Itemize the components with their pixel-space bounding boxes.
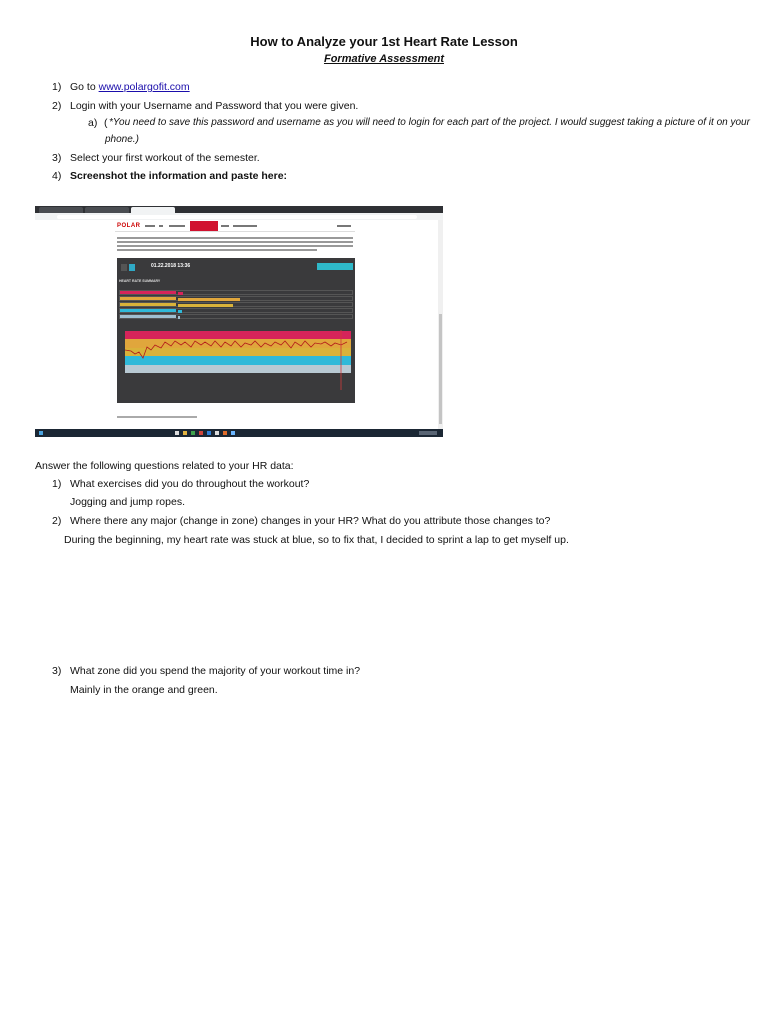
question-2 (52, 514, 551, 528)
step-4 (52, 169, 288, 183)
scrollbar-thumb (439, 314, 442, 424)
hr-line (125, 328, 351, 398)
text-line (117, 237, 353, 239)
step-2 (52, 99, 359, 113)
step-text: Go to (70, 81, 99, 93)
taskbar-icon (223, 431, 227, 435)
taskbar-icon (207, 431, 211, 435)
zone-bar (178, 310, 182, 314)
step-text: Screenshot the information and paste here: (70, 170, 288, 182)
zone-bar (178, 304, 233, 308)
question-text: What exercises did you do throughout the workout? (70, 478, 310, 490)
document-subtitle: Formative Assessment (323, 53, 445, 65)
step-number: 4) (52, 170, 62, 182)
taskbar-icon (199, 431, 203, 435)
question-text: What zone did you spend the majority of your workout time in? (70, 665, 361, 677)
zone-row (119, 296, 353, 301)
zone-bar (178, 316, 180, 320)
cyan-button (317, 263, 353, 270)
step-number: 3) (52, 152, 62, 164)
step-text: Login with your Username and Password that you were given. (70, 100, 359, 112)
question-text: Where there any major (change in zone) changes in your HR? What do you attribute those changes to? (70, 515, 551, 527)
clock-icon (419, 431, 437, 435)
nav-item (221, 225, 229, 227)
answer-2: During the beginning, my heart rate was stuck at blue, so to fix that, I decided to sprint a lap to get myself up. (64, 534, 569, 546)
step-number: a) (88, 117, 98, 129)
polargofit-link[interactable]: www.polargofit.com (98, 81, 190, 93)
note-line-2: phone.) (105, 134, 139, 145)
zone-row (119, 302, 353, 307)
browser-url-field (57, 215, 417, 219)
taskbar (35, 429, 443, 437)
question-number: 3) (52, 665, 62, 677)
note-line-1: *You need to save this password and username as you will need to login for each part of the project. I would suggest taking a picture of it on your (109, 117, 750, 128)
step-3 (52, 151, 260, 165)
zone-label (120, 291, 176, 294)
nav-item (233, 225, 257, 227)
zone-row (119, 290, 353, 295)
prev-icon (121, 264, 127, 271)
page-footer (117, 416, 197, 418)
zone-label (120, 303, 176, 306)
answer-3: Mainly in the orange and green. (70, 684, 218, 696)
polar-logo: POLAR (117, 223, 141, 229)
nav-item (337, 225, 351, 227)
nav-item (159, 225, 163, 227)
summary-title: HEART RATE SUMMARY (119, 279, 161, 283)
hr-graph (125, 328, 351, 398)
taskbar-icon (231, 431, 235, 435)
zone-row (119, 308, 353, 313)
polar-screenshot-image (35, 206, 443, 437)
text-line (117, 241, 353, 243)
taskbar-icon (175, 431, 179, 435)
zone-row (119, 314, 353, 319)
note-paren: ( (104, 117, 108, 129)
zone-label (120, 297, 176, 300)
zone-label (120, 315, 176, 318)
zone-bar (178, 298, 240, 302)
step-2a (88, 116, 750, 130)
nav-item (169, 225, 185, 227)
step-number: 2) (52, 100, 62, 112)
nav-item (145, 225, 155, 227)
question-number: 1) (52, 478, 62, 490)
step-text: Select your first workout of the semester. (70, 152, 260, 164)
text-line (117, 249, 317, 251)
questions-intro: Answer the following questions related to your HR data: (35, 460, 294, 472)
workout-date: 01.22.2018 13:36 (151, 263, 191, 269)
nav-item-active (190, 221, 218, 231)
step-1 (52, 80, 190, 94)
taskbar-icon (215, 431, 219, 435)
question-number: 2) (52, 515, 62, 527)
taskbar-icon (183, 431, 187, 435)
document-title: How to Analyze your 1st Heart Rate Lesson (250, 34, 518, 49)
answer-1: Jogging and jump ropes. (70, 496, 185, 508)
windows-icon (39, 431, 43, 435)
next-icon (129, 264, 135, 271)
zone-label (120, 309, 176, 312)
text-line (117, 245, 353, 247)
zone-bar (178, 292, 183, 296)
taskbar-icon (191, 431, 195, 435)
question-3 (52, 664, 361, 678)
question-1 (52, 477, 310, 491)
step-number: 1) (52, 81, 62, 93)
